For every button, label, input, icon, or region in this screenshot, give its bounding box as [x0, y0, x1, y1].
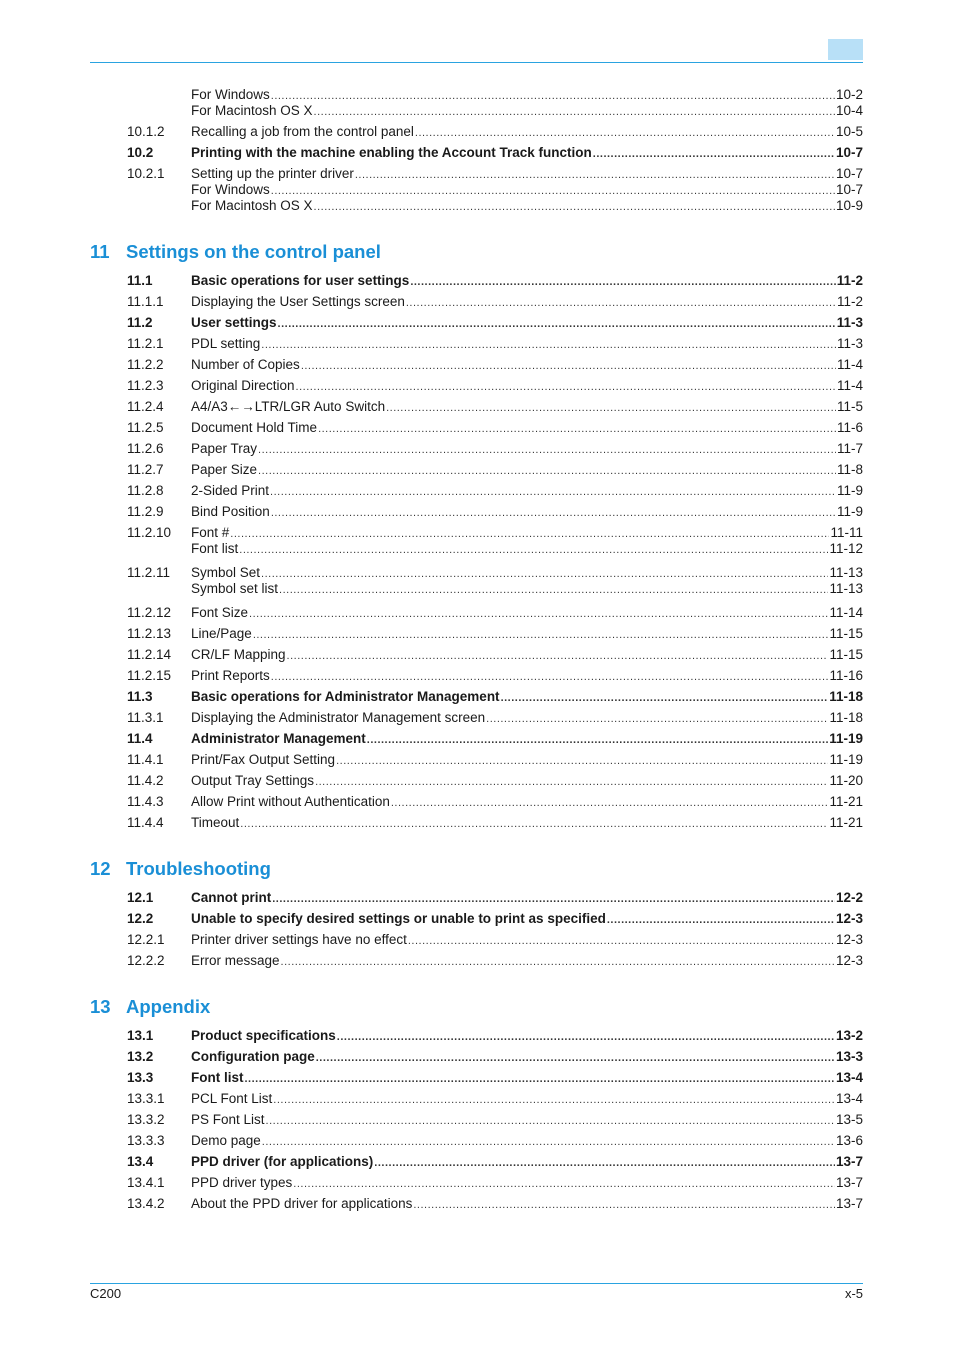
dot-leader [253, 628, 829, 642]
dot-leader [374, 1156, 835, 1170]
toc-entry-page: 11-4 [836, 378, 863, 393]
toc-entry-title: PCL Font List [191, 1091, 273, 1106]
dot-leader [240, 817, 828, 831]
toc-entry[interactable] [127, 932, 863, 948]
toc-entry-title: Font # [191, 525, 230, 540]
toc-entry-number: 11.2.8 [127, 483, 164, 498]
toc-entry[interactable] [127, 315, 863, 331]
toc-entry-title: Print/Fax Output Setting [191, 752, 336, 767]
toc-entry-number: 11.3 [127, 689, 153, 704]
toc-entry[interactable] [127, 565, 863, 581]
toc-entry-page: 11-8 [836, 462, 863, 477]
toc-entry-page: 12-3 [835, 953, 863, 968]
dot-leader [486, 712, 828, 726]
toc-entry-page: 13-5 [835, 1112, 863, 1127]
toc-entry-number: 13.3.3 [127, 1133, 165, 1148]
toc-entry[interactable] [127, 1196, 863, 1212]
toc-entry-page: 11-2 [836, 273, 863, 288]
chapter-number: 13 [90, 996, 111, 1017]
toc-entry-page: 11-21 [829, 794, 863, 809]
toc-entry-title: Timeout [191, 815, 240, 830]
toc-entry-page: 10-9 [835, 198, 863, 213]
dot-leader [607, 913, 835, 927]
footer-model: C200 [90, 1286, 122, 1301]
toc-entry-page: 12-3 [835, 911, 863, 926]
toc-entry[interactable] [127, 124, 863, 140]
toc-entry-title: For Windows [191, 182, 270, 197]
dot-leader [278, 317, 836, 331]
dot-leader [266, 1114, 835, 1128]
toc-entry-title: For Macintosh OS X [191, 198, 313, 213]
chapter-title: Troubleshooting [126, 858, 271, 879]
toc-entry-page: 10-7 [835, 166, 863, 181]
dot-leader [271, 670, 829, 684]
toc-entry-page: 10-2 [835, 87, 863, 102]
toc-entry[interactable] [127, 731, 863, 747]
toc-entry-page: 11-15 [829, 626, 863, 641]
toc-entry-page: 11-13 [829, 581, 863, 596]
toc-entry[interactable] [127, 668, 863, 684]
toc-entry-page: 11-14 [829, 605, 863, 620]
toc-entry[interactable] [127, 773, 863, 789]
toc-entry-number: 11.2.14 [127, 647, 172, 662]
toc-entry[interactable] [127, 710, 863, 726]
toc-entry[interactable] [127, 1070, 863, 1086]
toc-entry-number: 11.2.5 [127, 420, 164, 435]
toc-entry-page: 13-7 [835, 1175, 863, 1190]
toc-entry-number: 11.2.10 [127, 525, 172, 540]
toc-entry[interactable] [127, 273, 863, 289]
dot-leader [386, 401, 836, 415]
toc-entry-number: 13.3 [127, 1070, 154, 1085]
toc-entry[interactable] [127, 1049, 863, 1065]
toc-entry-title: Symbol Set [191, 565, 261, 580]
toc-entry-title: Output Tray Settings [191, 773, 315, 788]
toc-entry-title: Symbol set list [191, 581, 279, 596]
toc-entry-title: Original Direction [191, 378, 295, 393]
chapter-number: 11 [90, 241, 110, 262]
dot-leader [272, 892, 835, 906]
toc-entry-page: 11-21 [829, 815, 863, 830]
dot-leader [258, 464, 836, 478]
toc-entry[interactable] [127, 378, 863, 394]
dot-leader [261, 338, 836, 352]
toc-entry-page: 11-12 [829, 541, 863, 556]
toc-entry-page: 11-11 [830, 525, 863, 540]
dot-leader [367, 733, 828, 747]
toc-entry-number: 12.2.2 [127, 953, 165, 968]
toc-entry-page: 11-3 [836, 315, 863, 330]
toc-entry-number: 13.4 [127, 1154, 154, 1169]
dot-leader [281, 955, 835, 969]
toc-chapter [90, 241, 863, 831]
dot-leader [408, 934, 835, 948]
dot-leader [239, 543, 828, 557]
dot-leader [261, 567, 828, 581]
toc-entry-number: 13.3.2 [127, 1112, 165, 1127]
toc-entry[interactable] [127, 1154, 863, 1170]
toc-entry-title: Bind Position [191, 504, 270, 519]
toc-entry-title: Print Reports [191, 668, 270, 683]
toc-entry-title: Setting up the printer driver [191, 166, 354, 181]
toc-entry-title: 2-Sided Print [191, 483, 270, 498]
dot-leader [301, 359, 836, 373]
dot-leader [273, 1093, 835, 1107]
toc-entry[interactable] [127, 953, 863, 969]
dot-leader [271, 506, 836, 520]
toc-entry-number: 11.2.1 [127, 336, 164, 351]
toc-entry-number: 11.1.1 [127, 294, 164, 309]
toc-entry-title: Allow Print without Authentication [191, 794, 390, 809]
toc-entry[interactable] [127, 357, 863, 373]
dot-leader [245, 1072, 835, 1086]
toc-entry-number: 13.4.2 [127, 1196, 165, 1211]
toc-entry-page: 11-18 [829, 710, 863, 725]
toc-entry[interactable] [127, 198, 863, 214]
toc-entry-page: 11-6 [836, 420, 863, 435]
dot-leader [287, 649, 829, 663]
dot-leader [316, 1051, 835, 1065]
toc-entry-number: 11.4.2 [127, 773, 164, 788]
toc-entry[interactable] [127, 626, 863, 642]
toc-entry-page: 13-6 [835, 1133, 863, 1148]
dot-leader [315, 775, 828, 789]
toc-entry-title: PPD driver types [191, 1175, 293, 1190]
toc-entry-title: Product specifications [191, 1028, 336, 1043]
toc-entry-number: 11.2.15 [127, 668, 172, 683]
toc-entry-title: Administrator Management [191, 731, 366, 746]
toc-entry-number: 10.2 [127, 145, 154, 160]
toc-entry-title: Cannot print [191, 890, 272, 905]
dot-leader [415, 126, 835, 140]
toc-entry-page: 10-7 [835, 145, 863, 160]
toc-entry-number: 11.2.4 [127, 399, 164, 414]
toc-entry-page: 11-9 [836, 504, 863, 519]
toc-entry-title: About the PPD driver for applications [191, 1196, 413, 1211]
toc-entry-page: 11-9 [836, 483, 863, 498]
dot-leader [279, 583, 828, 597]
toc-entry[interactable] [127, 605, 863, 621]
toc-entry-title: Displaying the User Settings screen [191, 294, 405, 309]
dot-leader [337, 1030, 835, 1044]
toc-entry-page: 11-19 [829, 752, 863, 767]
toc-entry-title: PS Font List [191, 1112, 265, 1127]
toc-entry-page: 11-18 [829, 689, 863, 704]
toc-entry[interactable] [127, 581, 863, 597]
toc-entry[interactable] [127, 1112, 863, 1128]
toc-entry-page: 11-7 [836, 441, 863, 456]
toc-entry[interactable] [127, 483, 863, 499]
toc-entry[interactable] [127, 525, 863, 541]
header-rule [90, 62, 863, 63]
table-of-contents [90, 87, 863, 1212]
toc-entry[interactable] [127, 294, 863, 310]
toc-entry[interactable] [127, 103, 863, 119]
toc-entry[interactable] [127, 462, 863, 478]
toc-entry-page: 13-4 [835, 1091, 863, 1106]
toc-entry[interactable] [127, 911, 863, 927]
toc-entry-title: Paper Tray [191, 441, 258, 456]
toc-entry-title: PDL setting [191, 336, 261, 351]
toc-entry[interactable] [127, 1133, 863, 1149]
toc-entry-title: Font list [191, 1070, 244, 1085]
toc-entry-title: Configuration page [191, 1049, 315, 1064]
toc-entry-page: 11-19 [829, 731, 863, 746]
toc-entry-title: Line/Page [191, 626, 252, 641]
toc-entry-page: 11-15 [829, 647, 863, 662]
toc-entry-page: 11-13 [829, 565, 863, 580]
dot-leader [318, 422, 836, 436]
toc-entry-title: Printing with the machine enabling the Account Track function [191, 145, 592, 160]
toc-entry-title: A4/A3←→LTR/LGR Auto Switch [191, 399, 386, 414]
toc-entry[interactable] [127, 420, 863, 436]
toc-entry-number: 12.2.1 [127, 932, 165, 947]
chapter-heading[interactable] [90, 858, 863, 880]
toc-entry[interactable] [127, 336, 863, 352]
toc-entry-number: 13.4.1 [127, 1175, 165, 1190]
toc-entry[interactable] [127, 890, 863, 906]
toc-entry-number: 13.2 [127, 1049, 154, 1064]
footer-rule [90, 1283, 863, 1284]
toc-entry[interactable] [127, 647, 863, 663]
dot-leader [262, 1135, 835, 1149]
toc-entry[interactable] [127, 145, 863, 161]
chapter-heading[interactable] [90, 996, 863, 1018]
dot-leader [593, 147, 835, 161]
toc-entry-title: User settings [191, 315, 277, 330]
toc-entry-number: 11.3.1 [127, 710, 164, 725]
toc-entry[interactable] [127, 399, 863, 415]
toc-entry-number: 10.2.1 [127, 166, 165, 181]
toc-entry-title: Paper Size [191, 462, 258, 477]
toc-entry-page: 10-5 [835, 124, 863, 139]
toc-entry-title: Number of Copies [191, 357, 300, 372]
toc-entry[interactable] [127, 87, 863, 103]
toc-entry-title: For Windows [191, 87, 270, 102]
dot-leader [296, 380, 836, 394]
dot-leader [271, 184, 835, 198]
toc-entry-number: 11.4.1 [127, 752, 164, 767]
toc-entry-number: 10.1.2 [127, 124, 165, 139]
toc-entry-number: 13.3.1 [127, 1091, 165, 1106]
toc-entry-title: Font Size [191, 605, 249, 620]
toc-entry-title: CR/LF Mapping [191, 647, 286, 662]
dot-leader [270, 485, 836, 499]
toc-entry-title: Basic operations for user settings [191, 273, 410, 288]
toc-section-continued [127, 87, 863, 214]
dot-leader [355, 168, 835, 182]
toc-entry-number: 11.2.2 [127, 357, 164, 372]
toc-entry-number: 11.2.3 [127, 378, 164, 393]
toc-entry-page: 13-2 [835, 1028, 863, 1043]
toc-entry-title: Font list [191, 541, 239, 556]
chapter-title: Appendix [126, 996, 211, 1017]
toc-entry[interactable] [127, 1091, 863, 1107]
toc-entry[interactable] [127, 166, 863, 182]
toc-entry-number: 11.1 [127, 273, 153, 288]
dot-leader [271, 89, 835, 103]
dot-leader [501, 691, 829, 705]
toc-entry-number: 11.2.13 [127, 626, 172, 641]
toc-entry-number: 11.2 [127, 315, 153, 330]
toc-entry[interactable] [127, 541, 863, 557]
toc-entry-title: For Macintosh OS X [191, 103, 313, 118]
dot-leader [406, 296, 836, 310]
chapter-title: Settings on the control panel [126, 241, 381, 262]
toc-entry-title: Document Hold Time [191, 420, 318, 435]
toc-entry-number: 11.2.11 [127, 565, 171, 580]
toc-entry-number: 11.2.12 [127, 605, 172, 620]
dot-leader [258, 443, 836, 457]
chapter-number: 12 [90, 858, 111, 879]
toc-entry-page: 12-2 [835, 890, 863, 905]
toc-entry-page: 11-4 [836, 357, 863, 372]
toc-entry-number: 13.1 [127, 1028, 154, 1043]
toc-entry[interactable] [127, 815, 863, 831]
dot-leader [249, 607, 828, 621]
dot-leader [230, 527, 829, 541]
dot-leader [413, 1198, 835, 1212]
toc-entry[interactable] [127, 182, 863, 198]
toc-chapter [90, 996, 863, 1212]
toc-entry[interactable] [127, 752, 863, 768]
toc-entry-number: 12.1 [127, 890, 154, 905]
toc-entry-page: 11-5 [836, 399, 863, 414]
toc-entry-page: 11-16 [829, 668, 863, 683]
toc-entry[interactable] [127, 1028, 863, 1044]
toc-entry-number: 11.4.3 [127, 794, 164, 809]
toc-entry[interactable] [127, 504, 863, 520]
footer-page-number: x-5 [844, 1286, 863, 1301]
toc-entry-page: 10-7 [835, 182, 863, 197]
dot-leader [391, 796, 829, 810]
toc-entry-number: 11.2.7 [127, 462, 164, 477]
toc-entry-page: 11-2 [836, 294, 863, 309]
toc-entry-page: 13-3 [835, 1049, 863, 1064]
header-tab-marker [828, 39, 863, 60]
toc-entry-title: Displaying the Administrator Management screen [191, 710, 486, 725]
toc-entry-title: Unable to specify desired settings or unable to print as specified [191, 911, 606, 926]
toc-entry-title: Basic operations for Administrator Management [191, 689, 500, 704]
toc-entry-title: PPD driver (for applications) [191, 1154, 374, 1169]
toc-entry-page: 12-3 [835, 932, 863, 947]
toc-chapter [90, 858, 863, 969]
toc-entry-number: 11.4.4 [127, 815, 164, 830]
toc-entry[interactable] [127, 1175, 863, 1191]
dot-leader [314, 200, 835, 214]
toc-entry-page: 11-3 [836, 336, 863, 351]
toc-entry-number: 11.2.6 [127, 441, 164, 456]
chapter-heading[interactable] [90, 241, 863, 263]
toc-entry[interactable] [127, 689, 863, 705]
toc-entry-title: Error message [191, 953, 280, 968]
toc-entry-number: 11.4 [127, 731, 153, 746]
toc-entry-page: 13-7 [835, 1196, 863, 1211]
toc-entry-page: 13-4 [835, 1070, 863, 1085]
toc-entry-title: Demo page [191, 1133, 261, 1148]
dot-leader [293, 1177, 835, 1191]
toc-entry-page: 11-20 [829, 773, 863, 788]
toc-entry-title: Recalling a job from the control panel [191, 124, 414, 139]
dot-leader [336, 754, 828, 768]
toc-entry-page: 13-7 [835, 1154, 863, 1169]
toc-entry-page: 10-4 [835, 103, 863, 118]
dot-leader [314, 105, 835, 119]
toc-entry[interactable] [127, 794, 863, 810]
toc-entry-title: Printer driver settings have no effect [191, 932, 407, 947]
dot-leader [410, 275, 835, 289]
toc-entry[interactable] [127, 441, 863, 457]
toc-entry-number: 12.2 [127, 911, 154, 926]
toc-entry-number: 11.2.9 [127, 504, 164, 519]
